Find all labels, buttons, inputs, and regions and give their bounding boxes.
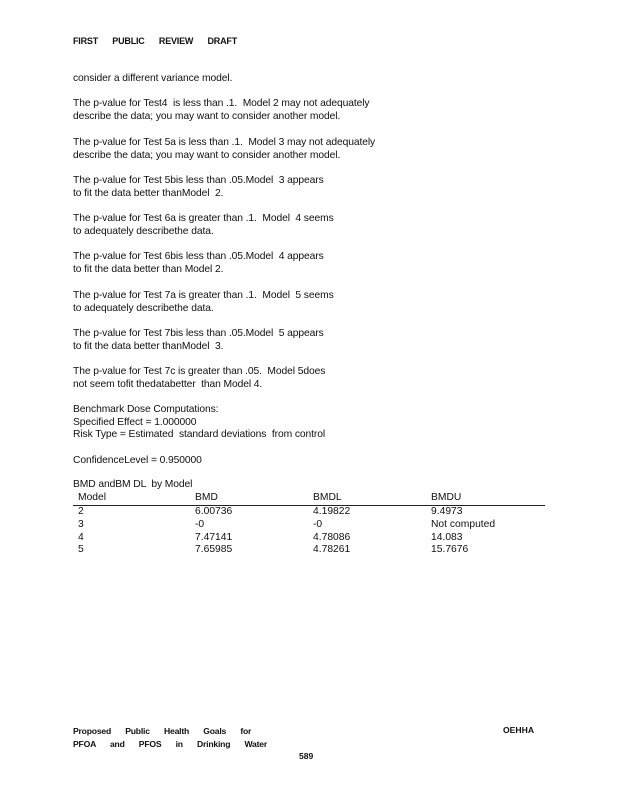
cell-bmdl: 4.78086 [313,531,351,543]
cell-bmdu: Not computed [431,518,496,530]
confidence-level: ConfidenceLevel = 0.950000 [73,455,202,466]
header-bmd: BMD [195,492,218,503]
cell-bmdu: 9.4973 [431,506,463,517]
header-bmdu: BMDU [431,492,462,503]
cell-bmd: -0 [195,518,205,530]
paragraph-test6b: The p-value for Test 6bis less than .05.Model 4 appears to fit the data better than Model 2. [73,251,324,275]
cell-bmdu: 14.083 [431,531,463,543]
benchmark-dose-computations: Benchmark Dose Computations: Specified Effect = 1.000000 Risk Type = Estimated standard deviations from control [73,404,326,441]
cell-bmdl: 4.78261 [313,544,351,556]
footer-agency: OEHHA [503,725,535,735]
draft-header: FIRST PUBLIC REVIEW DRAFT [73,36,237,46]
cell-model: 4 [78,531,84,543]
cell-model: 2 [78,506,84,517]
table-title: BMD andBM DL by Model [73,479,193,490]
bmd-table [73,492,545,557]
cell-bmd: 6.00736 [195,506,233,517]
cell-bmd: 7.65985 [195,544,233,556]
cell-model: 3 [78,518,84,530]
paragraph-test7a: The p-value for Test 7a is greater than .1. Model 5 seems to adequately describethe data. [73,290,334,314]
table-row [73,544,545,557]
table-header-row [73,492,545,506]
paragraph-test5a: The p-value for Test 5a is less than .1. Model 3 may not adequately describe the data; you may want to consider another model. [73,137,376,161]
paragraph-test6a: The p-value for Test 6a is greater than .1. Model 4 seems to adequately describethe data. [73,213,334,237]
cell-bmd: 7.47141 [195,531,233,543]
paragraph-variance: consider a different variance model. [73,73,233,84]
footer-document-title: Proposed Public Health Goals for PFOA and PFOS in Drinking Water [73,726,268,749]
paragraph-test7b: The p-value for Test 7bis less than .05.Model 5 appears to fit the data better thanModel 3. [73,328,324,352]
page-number: 589 [299,751,314,761]
paragraph-test4: The p-value for Test4 is less than .1. Model 2 may not adequately describe the data; you may want to consider another model. [73,98,370,122]
table-row [73,506,545,519]
table-row [73,532,545,545]
cell-bmdl: -0 [313,518,323,530]
cell-bmdu: 15.7676 [431,544,469,556]
table-row [73,519,545,532]
cell-model: 5 [78,544,84,556]
header-bmdl: BMDL [313,492,342,503]
header-model: Model [78,492,107,503]
cell-bmdl: 4.19822 [313,506,351,517]
paragraph-test5b: The p-value for Test 5bis less than .05.Model 3 appears to fit the data better thanModel 2. [73,175,324,199]
paragraph-test7c: The p-value for Test 7c is greater than .05. Model 5does not seem tofit thedatabetter than Model 4. [73,366,326,390]
